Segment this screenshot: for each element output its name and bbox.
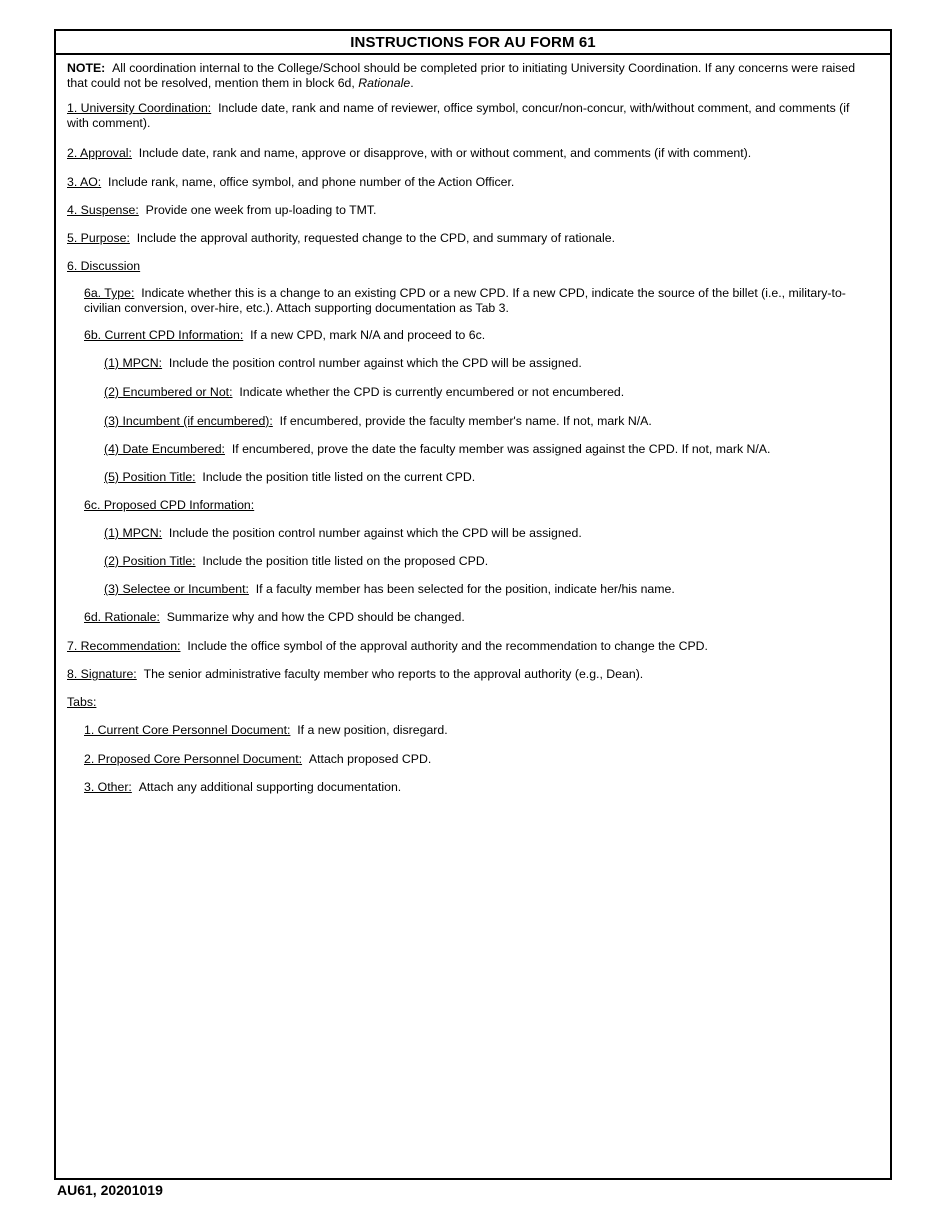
item-text: Include date, rank and name, approve or disapprove, with or without comment, and comments (if with comment). bbox=[138, 146, 752, 160]
item-6a-type bbox=[84, 286, 870, 316]
item-text: Include the position control number against which the CPD will be assigned. bbox=[168, 356, 582, 370]
item-6-discussion bbox=[67, 259, 870, 274]
tab-1-current-cpd bbox=[84, 723, 870, 738]
note-end: . bbox=[410, 76, 414, 90]
item-text: Attach any additional supporting documentation. bbox=[138, 780, 402, 794]
note-italic-word: Rationale bbox=[358, 76, 411, 90]
tab-2-proposed-cpd bbox=[84, 752, 870, 767]
item-4-suspense bbox=[67, 203, 870, 218]
item-label: (3) Incumbent (if encumbered): bbox=[104, 414, 273, 428]
item-text: If a new position, disregard. bbox=[297, 723, 448, 737]
item-8-signature bbox=[67, 667, 870, 682]
item-label: 5. Purpose: bbox=[67, 231, 130, 245]
item-7-recommendation bbox=[67, 639, 870, 654]
item-label: (5) Position Title: bbox=[104, 470, 196, 484]
tabs-heading bbox=[67, 695, 870, 710]
item-label: 2. Proposed Core Personnel Document: bbox=[84, 752, 303, 766]
item-label: (2) Encumbered or Not: bbox=[104, 385, 233, 399]
form-title: INSTRUCTIONS FOR AU FORM 61 bbox=[56, 31, 890, 55]
item-text: Include the position title listed on the current CPD. bbox=[202, 470, 476, 484]
item-6b-4-date-encumbered bbox=[104, 442, 870, 457]
item-text: Include the position title listed on the proposed CPD. bbox=[202, 554, 489, 568]
item-label: 6d. Rationale: bbox=[84, 610, 160, 624]
item-5-purpose bbox=[67, 231, 870, 246]
instructions-frame bbox=[54, 29, 892, 1180]
tabs-heading-label: Tabs: bbox=[67, 695, 97, 709]
item-label: (1) MPCN: bbox=[104, 526, 163, 540]
item-label: (2) Position Title: bbox=[104, 554, 196, 568]
item-text: If encumbered, prove the date the faculty member was assigned against the CPD. If not, mark N/A. bbox=[231, 442, 771, 456]
item-6b-1-mpcn bbox=[104, 356, 870, 371]
item-label: 6. Discussion bbox=[67, 259, 141, 273]
item-label: 1. University Coordination: bbox=[67, 101, 212, 115]
item-text: If a faculty member has been selected for the position, indicate her/his name. bbox=[255, 582, 675, 596]
item-6b-2-encumbered bbox=[104, 385, 870, 400]
item-label: 6b. Current CPD Information: bbox=[84, 328, 244, 342]
item-text: Include the office symbol of the approval authority and the recommendation to change the CPD. bbox=[187, 639, 708, 653]
item-6c-2-position-title bbox=[104, 554, 870, 569]
form-id-footer: AU61, 20201019 bbox=[57, 1182, 163, 1198]
item-6b-5-position-title bbox=[104, 470, 870, 485]
tab-3-other bbox=[84, 780, 870, 795]
item-6c-proposed-cpd bbox=[84, 498, 870, 513]
item-label: (3) Selectee or Incumbent: bbox=[104, 582, 249, 596]
item-label: 8. Signature: bbox=[67, 667, 137, 681]
item-6b-current-cpd bbox=[84, 328, 870, 343]
note-label: NOTE: bbox=[67, 61, 106, 75]
item-6d-rationale bbox=[84, 610, 870, 625]
item-text: Include date, rank and name of reviewer, office symbol, concur/non-concur, with/without comment, and comments (if with comment). bbox=[67, 101, 850, 130]
item-label: 4. Suspense: bbox=[67, 203, 139, 217]
item-6b-3-incumbent bbox=[104, 414, 870, 429]
item-label: 6c. Proposed CPD Information: bbox=[84, 498, 255, 512]
note-text: All coordination internal to the College/School should be completed prior to initiating University Coordination. If any concerns were raised that could not be resolved, mention them in block 6d, bbox=[67, 61, 856, 90]
item-2-approval bbox=[67, 146, 870, 161]
item-label: 1. Current Core Personnel Document: bbox=[84, 723, 291, 737]
item-text: If a new CPD, mark N/A and proceed to 6c. bbox=[250, 328, 486, 342]
item-text: Include rank, name, office symbol, and phone number of the Action Officer. bbox=[108, 175, 515, 189]
item-label: (4) Date Encumbered: bbox=[104, 442, 225, 456]
note-paragraph bbox=[67, 61, 870, 91]
item-label: (1) MPCN: bbox=[104, 356, 163, 370]
item-text: Include the position control number against which the CPD will be assigned. bbox=[168, 526, 582, 540]
item-text: Attach proposed CPD. bbox=[308, 752, 432, 766]
item-text: Summarize why and how the CPD should be changed. bbox=[166, 610, 465, 624]
item-label: 3. AO: bbox=[67, 175, 102, 189]
item-text: Indicate whether this is a change to an existing CPD or a new CPD. If a new CPD, indicate the source of the billet (i.e., military-to-civilian conversion, over-hire, etc.). Attach supporting documentation as Tab 3. bbox=[84, 286, 846, 315]
item-6c-1-mpcn bbox=[104, 526, 870, 541]
item-3-ao bbox=[67, 175, 870, 190]
item-text: The senior administrative faculty member who reports to the approval authority (e.g., Dean). bbox=[143, 667, 644, 681]
item-label: 3. Other: bbox=[84, 780, 132, 794]
item-label: 7. Recommendation: bbox=[67, 639, 181, 653]
item-text: Include the approval authority, requested change to the CPD, and summary of rationale. bbox=[136, 231, 615, 245]
item-text: Provide one week from up-loading to TMT. bbox=[145, 203, 377, 217]
item-text: Indicate whether the CPD is currently encumbered or not encumbered. bbox=[239, 385, 625, 399]
item-6c-3-selectee bbox=[104, 582, 870, 597]
item-label: 6a. Type: bbox=[84, 286, 135, 300]
item-label: 2. Approval: bbox=[67, 146, 132, 160]
item-1-university-coordination bbox=[67, 101, 870, 131]
item-text: If encumbered, provide the faculty member's name. If not, mark N/A. bbox=[279, 414, 652, 428]
